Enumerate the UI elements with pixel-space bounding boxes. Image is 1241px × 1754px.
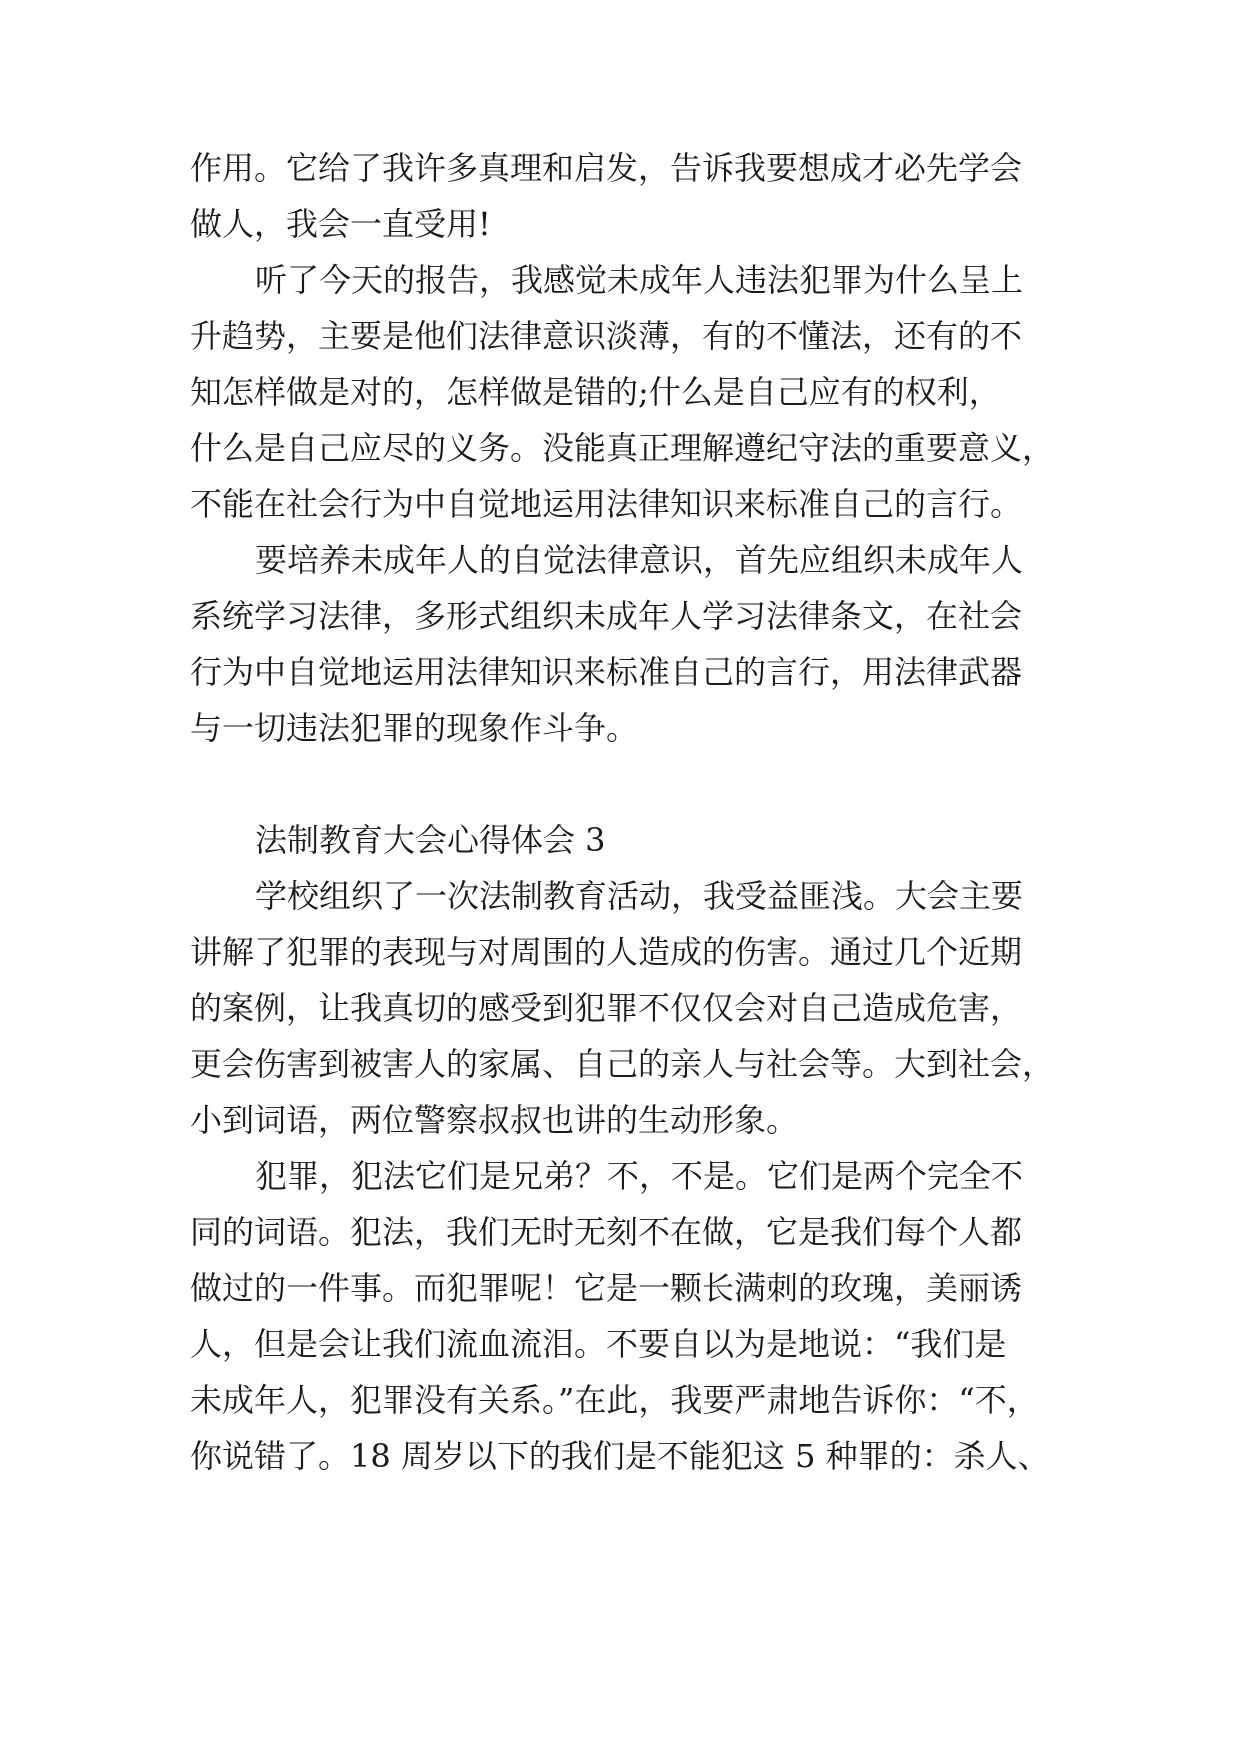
text-line-content: 什么是自己应尽的义务。没能真正理解遵纪守法的重要意义， <box>190 429 1055 467</box>
text-line-content: 小到词语，两位警察叔叔也讲的生动形象。 <box>190 1101 799 1139</box>
text-line <box>0 308 1241 364</box>
text-line-content: 做人，我会一直受用! <box>190 205 491 243</box>
text-line <box>0 1372 1241 1428</box>
text-line-content: 未成年人，犯罪没有关系。”在此，我要严肃地告诉你：“不， <box>190 1381 1039 1419</box>
text-line-content: 更会伤害到被害人的家属、自己的亲人与社会等。大到社会， <box>190 1045 1055 1083</box>
text-line-content: 升趋势，主要是他们法律意识淡薄，有的不懂法，还有的不 <box>190 317 1023 355</box>
text-line <box>0 588 1241 644</box>
section-heading <box>0 812 1241 868</box>
text-line <box>0 364 1241 420</box>
text-line <box>0 1204 1241 1260</box>
text-line <box>0 196 1241 252</box>
text-line-content: 同的词语。犯法，我们无时无刻不在做，它是我们每个人都 <box>190 1213 1023 1251</box>
text-line <box>0 1036 1241 1092</box>
text-line <box>0 980 1241 1036</box>
text-line <box>0 644 1241 700</box>
text-line <box>0 924 1241 980</box>
text-line <box>0 1428 1241 1484</box>
text-line <box>0 700 1241 756</box>
text-line-content: 学校组织了一次法制教育活动，我受益匪浅。大会主要 <box>255 877 1024 915</box>
text-line <box>0 1260 1241 1316</box>
text-line <box>0 420 1241 476</box>
text-line <box>0 1316 1241 1372</box>
text-line-content: 你说错了。18 周岁以下的我们是不能犯这 5 种罪的：杀人、 <box>190 1437 1050 1475</box>
text-line <box>0 1092 1241 1148</box>
text-line-content: 人，但是会让我们流血流泪。不要自以为是地说：“我们是 <box>190 1325 1007 1363</box>
text-line-content: 行为中自觉地运用法律知识来标准自己的言行，用法律武器 <box>190 653 1023 691</box>
paragraph-first-line <box>0 532 1241 588</box>
text-line-content: 知怎样做是对的，怎样做是错的;什么是自己应有的权利， <box>190 373 1001 411</box>
paragraph-first-line <box>0 868 1241 924</box>
text-line-content: 犯罪，犯法它们是兄弟？不，不是。它们是两个完全不 <box>255 1157 1024 1195</box>
text-line-content: 与一切违法犯罪的现象作斗争。 <box>190 709 639 747</box>
text-line-content: 讲解了犯罪的表现与对周围的人造成的伤害。通过几个近期 <box>190 933 1023 971</box>
text-line-content: 系统学习法律，多形式组织未成年人学习法律条文，在社会 <box>190 597 1023 635</box>
section-heading-text: 法制教育大会心得体会 3 <box>255 821 606 859</box>
text-line-content: 不能在社会行为中自觉地运用法律知识来标准自己的言行。 <box>190 485 1023 523</box>
text-line-content: 听了今天的报告，我感觉未成年人违法犯罪为什么呈上 <box>255 261 1024 299</box>
paragraph-first-line <box>0 252 1241 308</box>
text-line-content: 要培养未成年人的自觉法律意识，首先应组织未成年人 <box>255 541 1024 579</box>
text-line <box>0 476 1241 532</box>
text-line <box>0 140 1241 196</box>
paragraph-first-line <box>0 1148 1241 1204</box>
text-line-content: 作用。它给了我许多真理和启发，告诉我要想成才必先学会 <box>190 149 1023 187</box>
text-line-content: 的案例，让我真切的感受到犯罪不仅仅会对自己造成危害， <box>190 989 1023 1027</box>
text-line-content: 做过的一件事。而犯罪呢！它是一颗长满刺的玫瑰，美丽诱 <box>190 1269 1023 1307</box>
